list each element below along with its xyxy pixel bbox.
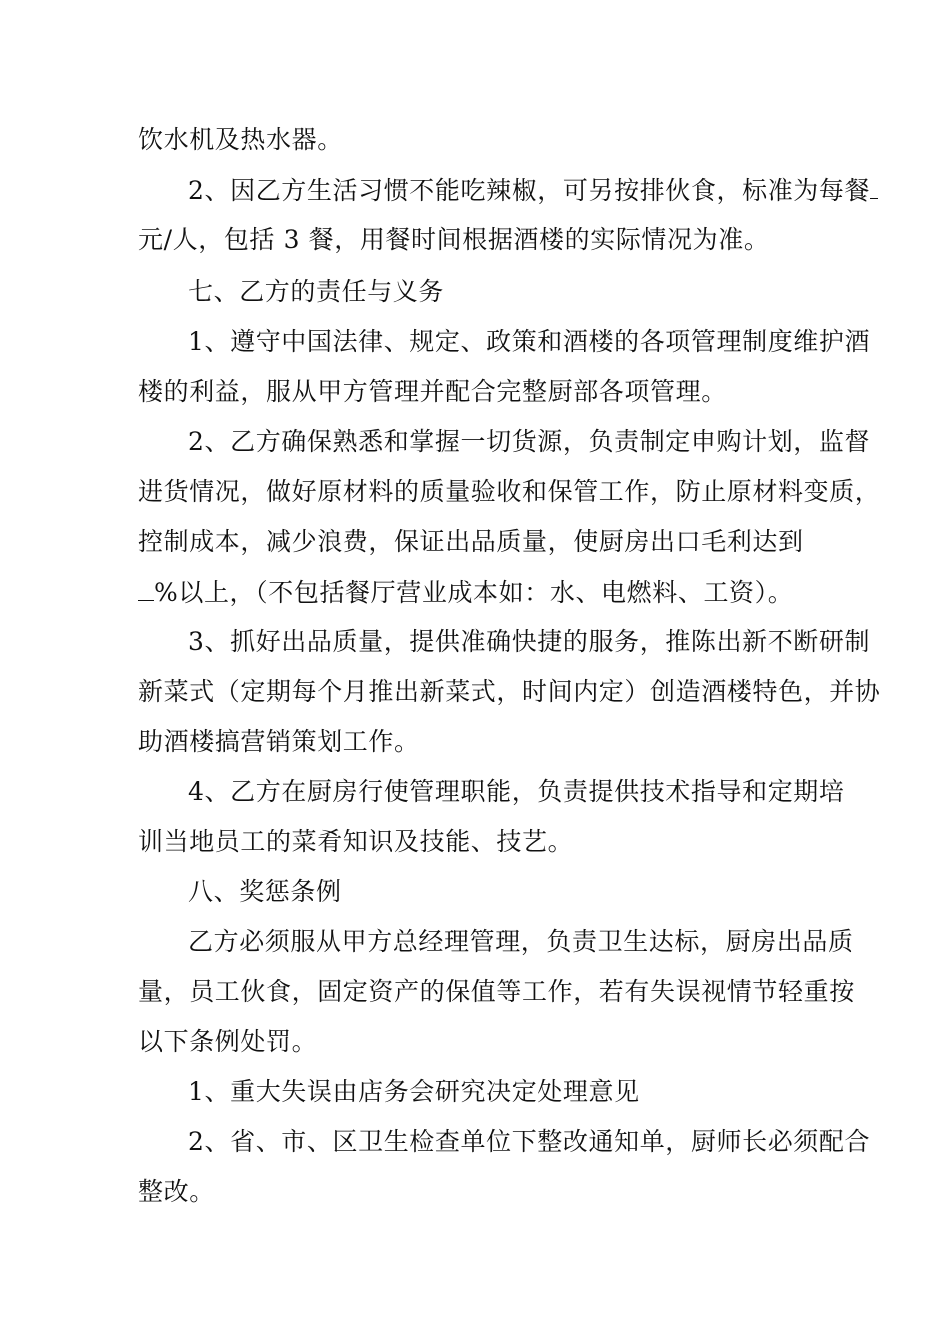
text-line: 整改。 bbox=[138, 1177, 215, 1206]
text-segment: %以上，（不包括餐厅营业成本如：水、电燃料、工资）。 bbox=[154, 578, 794, 607]
text-line: 2、乙方确保熟悉和掌握一切货源，负责制定申购计划，监督 bbox=[188, 427, 871, 456]
text-line bbox=[188, 172, 878, 208]
section-heading: 七、乙方的责任与义务 bbox=[188, 277, 445, 306]
text-line: 楼的利益，服从甲方管理并配合完整厨部各项管理。 bbox=[138, 377, 727, 406]
text-line: 控制成本，减少浪费，保证出品质量，使厨房出口毛利达到 bbox=[138, 527, 804, 556]
section-heading: 八、奖惩条例 bbox=[188, 877, 342, 906]
text-line: 新菜式（定期每个月推出新菜式，时间内定）创造酒楼特色，并协 bbox=[138, 677, 881, 706]
text-line: 4、乙方在厨房行使管理职能，负责提供技术指导和定期培 bbox=[188, 777, 845, 806]
text-line: 进货情况，做好原材料的质量验收和保管工作，防止原材料变质， bbox=[138, 477, 881, 506]
text-line: 1、遵守中国法律、规定、政策和酒楼的各项管理制度维护酒 bbox=[188, 327, 871, 356]
text-line: 饮水机及热水器。 bbox=[138, 125, 343, 154]
text-line: 3、抓好出品质量，提供准确快捷的服务，推陈出新不断研制 bbox=[188, 627, 871, 656]
text-line bbox=[138, 574, 793, 610]
text-segment: 2、因乙方生活习惯不能吃辣椒，可另按排伙食，标准为每餐 bbox=[188, 176, 871, 205]
text-line: 乙方必须服从甲方总经理管理，负责卫生达标，厨房出品质 bbox=[188, 927, 854, 956]
fill-in-blank bbox=[138, 574, 154, 601]
text-line: 量，员工伙食，固定资产的保值等工作，若有失误视情节轻重按 bbox=[138, 977, 855, 1006]
text-line: 2、省、市、区卫生检查单位下整改通知单，厨师长必须配合 bbox=[188, 1127, 871, 1156]
fill-in-blank bbox=[870, 172, 878, 199]
text-line: 元/人，包括 3 餐，用餐时间根据酒楼的实际情况为准。 bbox=[138, 225, 770, 254]
text-line: 1、重大失误由店务会研究决定处理意见 bbox=[188, 1077, 640, 1106]
text-line: 以下条例处罚。 bbox=[138, 1027, 318, 1056]
text-line: 训当地员工的菜肴知识及技能、技艺。 bbox=[138, 827, 574, 856]
text-line: 助酒楼搞营销策划工作。 bbox=[138, 727, 420, 756]
